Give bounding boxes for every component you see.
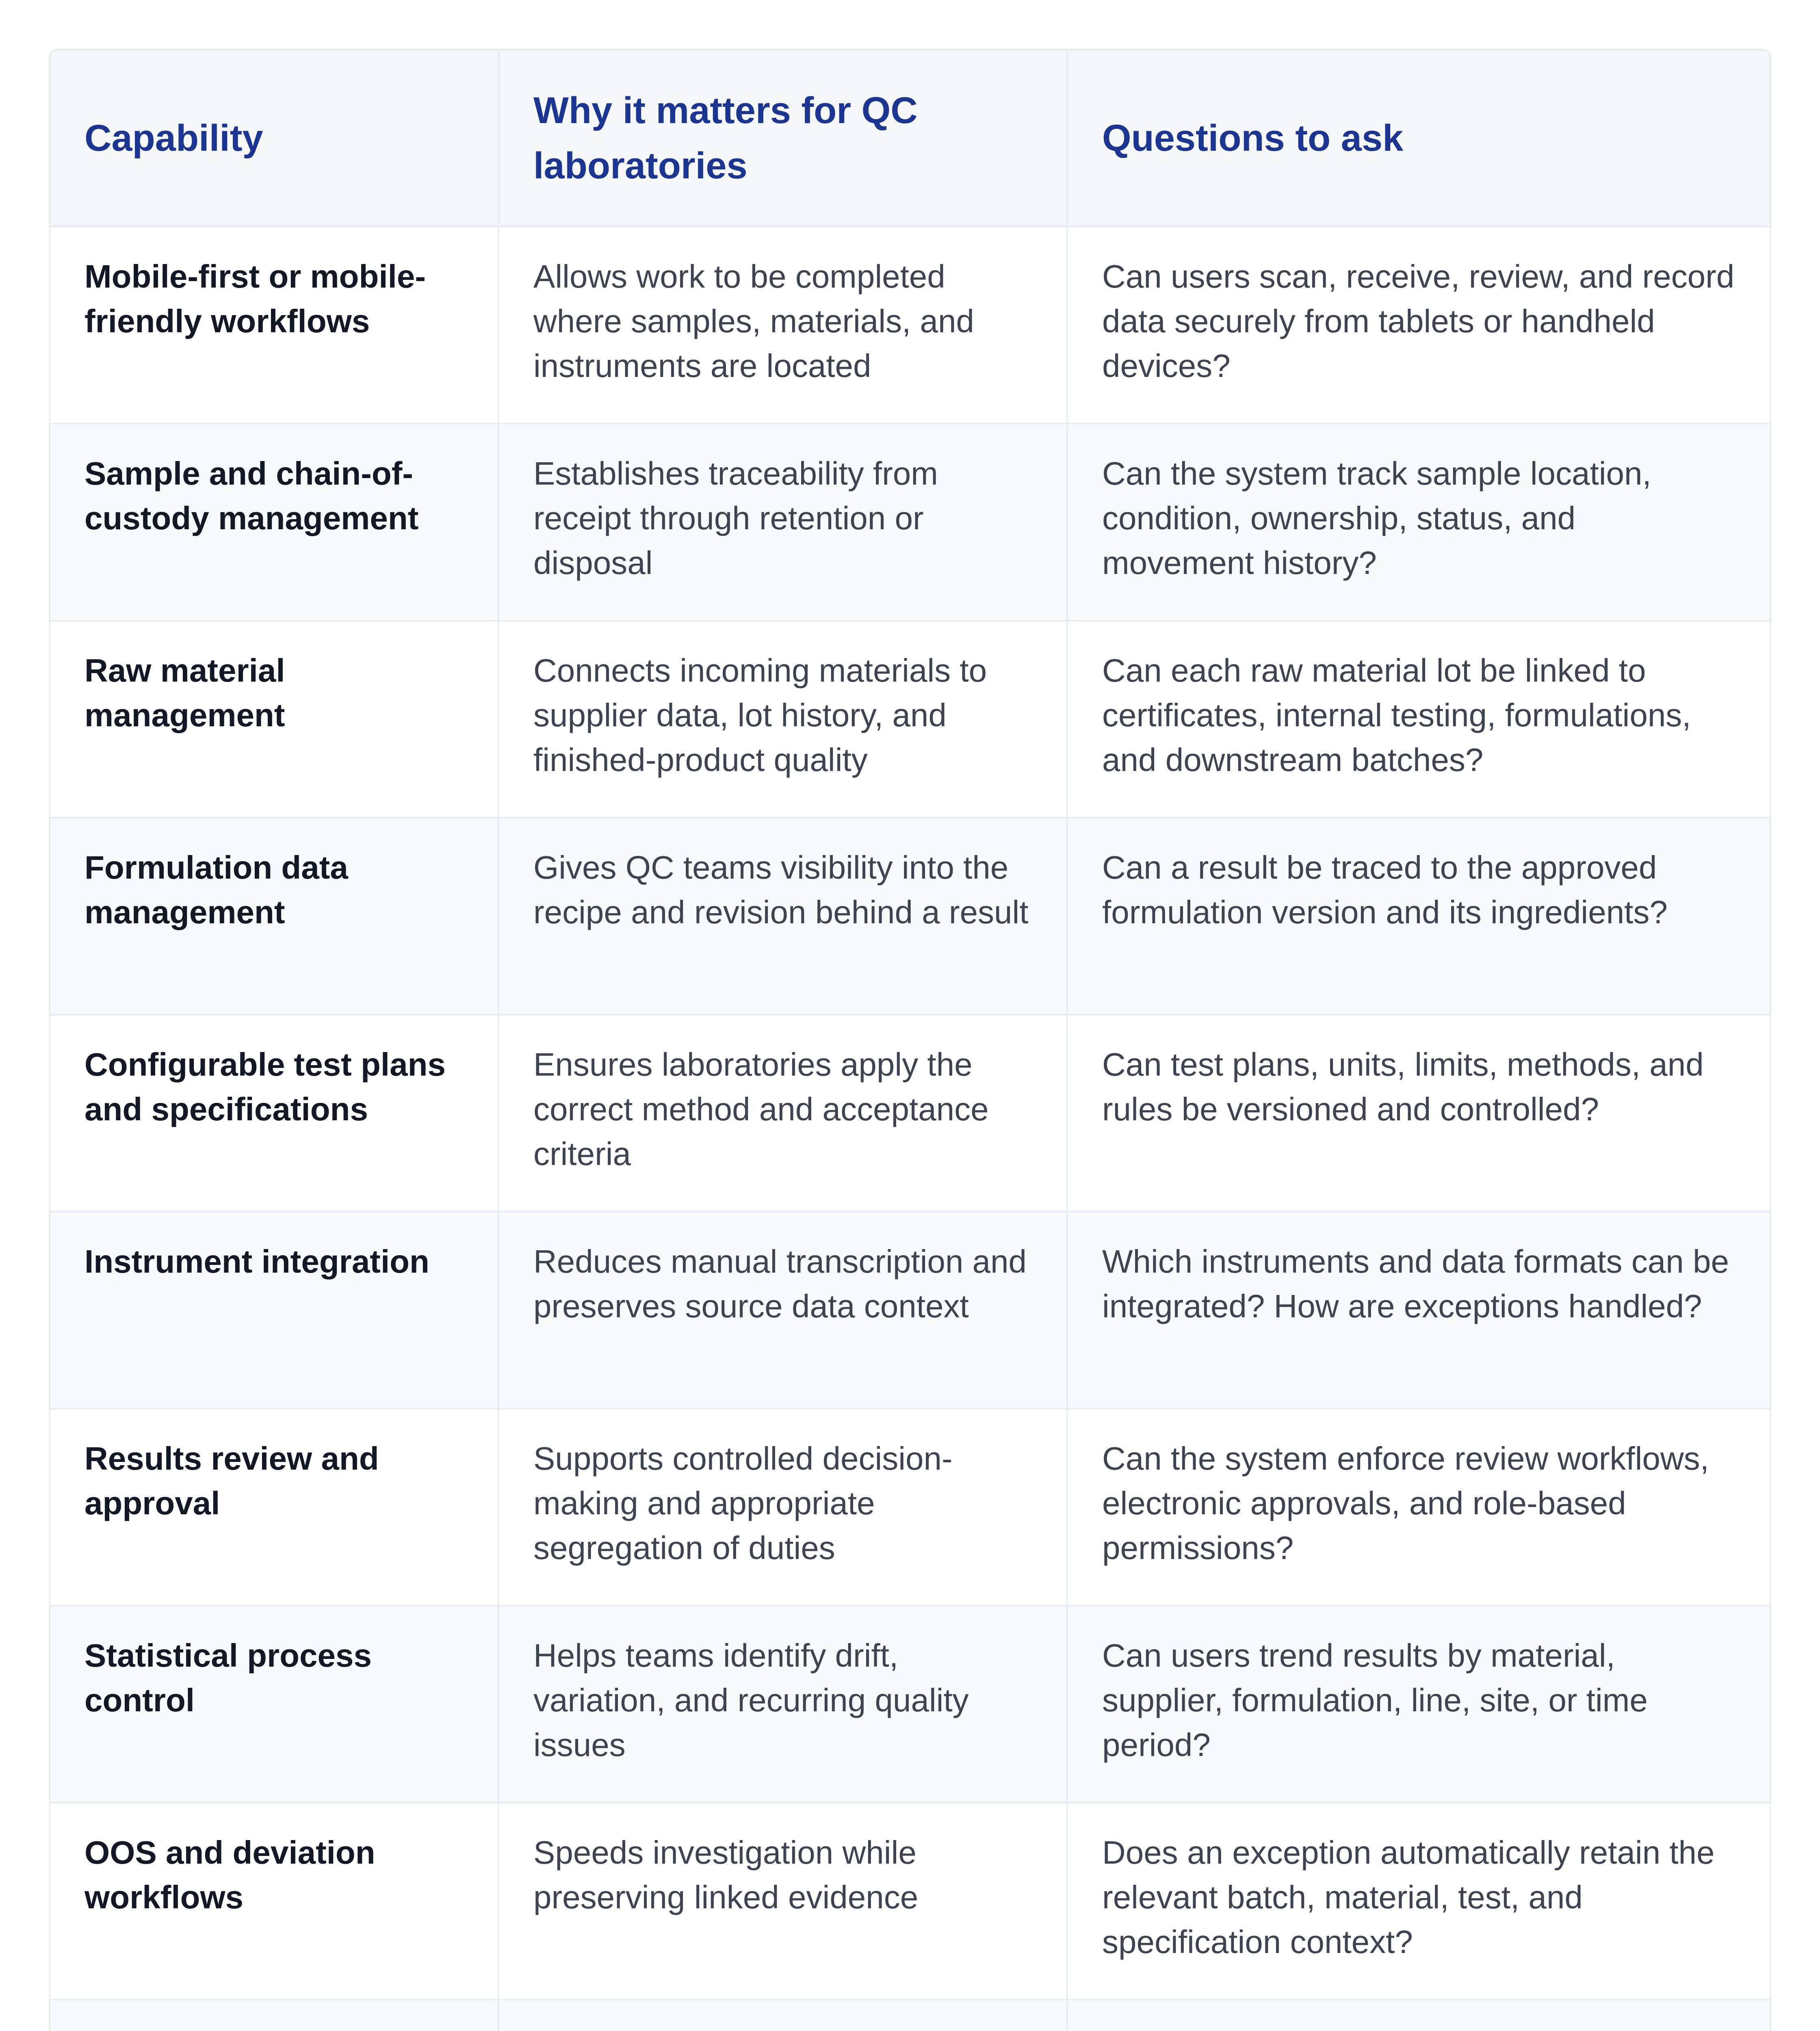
table-row (50, 2000, 1770, 2031)
header-row (50, 50, 1770, 227)
capability-cell: Instrument integration (50, 1212, 498, 1409)
comparison-table (50, 50, 1770, 2031)
table-row (50, 818, 1770, 1015)
table-body (50, 227, 1770, 2031)
questions-cell: Can a result be traced to the approved formulation version and its ingredients? (1067, 818, 1770, 1015)
questions-cell: Can the system track sample location, condition, ownership, status, and movement history? (1067, 424, 1770, 621)
why-cell: Supports controlled decision-making and appropriate segregation of duties (498, 1409, 1067, 1606)
table-row (50, 424, 1770, 621)
capability-cell: Raw material management (50, 621, 498, 818)
table-row (50, 621, 1770, 818)
why-cell: Speeds investigation while preserving linked evidence (498, 1803, 1067, 2000)
questions-cell: Can each raw material lot be linked to certificates, internal testing, formulations, and downstream batches? (1067, 621, 1770, 818)
capability-cell (50, 2000, 498, 2031)
why-cell: Gives QC teams visibility into the recipe and revision behind a result (498, 818, 1067, 1015)
header-capability: Capability (50, 50, 498, 227)
questions-cell: Can users trend results by material, supplier, formulation, line, site, or time period? (1067, 1606, 1770, 1803)
capability-cell: Formulation data management (50, 818, 498, 1015)
capability-cell: Configurable test plans and specifications (50, 1015, 498, 1212)
capability-cell: Sample and chain-of-custody management (50, 424, 498, 621)
why-cell: Establishes traceability from receipt through retention or disposal (498, 424, 1067, 621)
table-header (50, 50, 1770, 227)
capability-cell: Results review and approval (50, 1409, 498, 1606)
table-row (50, 1803, 1770, 2000)
why-cell (498, 2000, 1067, 2031)
questions-cell: Can users scan, receive, review, and record data securely from tablets or handheld devices? (1067, 227, 1770, 424)
why-cell: Helps teams identify drift, variation, and recurring quality issues (498, 1606, 1067, 1803)
table-row (50, 1212, 1770, 1409)
questions-cell: Can the system enforce review workflows, electronic approvals, and role-based permissions? (1067, 1409, 1770, 1606)
capability-cell: Statistical process control (50, 1606, 498, 1803)
questions-cell: Does an exception automatically retain the relevant batch, material, test, and specification context? (1067, 1803, 1770, 2000)
table-row (50, 1409, 1770, 1606)
why-cell: Allows work to be completed where samples, materials, and instruments are located (498, 227, 1067, 424)
header-questions-to-ask: Questions to ask (1067, 50, 1770, 227)
why-cell: Ensures laboratories apply the correct method and acceptance criteria (498, 1015, 1067, 1212)
capability-table (49, 49, 1771, 2031)
questions-cell: Can test plans, units, limits, methods, and rules be versioned and controlled? (1067, 1015, 1770, 1212)
questions-cell (1067, 2000, 1770, 2031)
questions-cell: Which instruments and data formats can be integrated? How are exceptions handled? (1067, 1212, 1770, 1409)
capability-cell: OOS and deviation workflows (50, 1803, 498, 2000)
table-row (50, 1015, 1770, 1212)
why-cell: Connects incoming materials to supplier data, lot history, and finished-product quality (498, 621, 1067, 818)
why-cell: Reduces manual transcription and preserves source data context (498, 1212, 1067, 1409)
table-row (50, 227, 1770, 424)
table-row (50, 1606, 1770, 1803)
header-why-it-matters: Why it matters for QC laboratories (498, 50, 1067, 227)
capability-cell: Mobile-first or mobile-friendly workflows (50, 227, 498, 424)
